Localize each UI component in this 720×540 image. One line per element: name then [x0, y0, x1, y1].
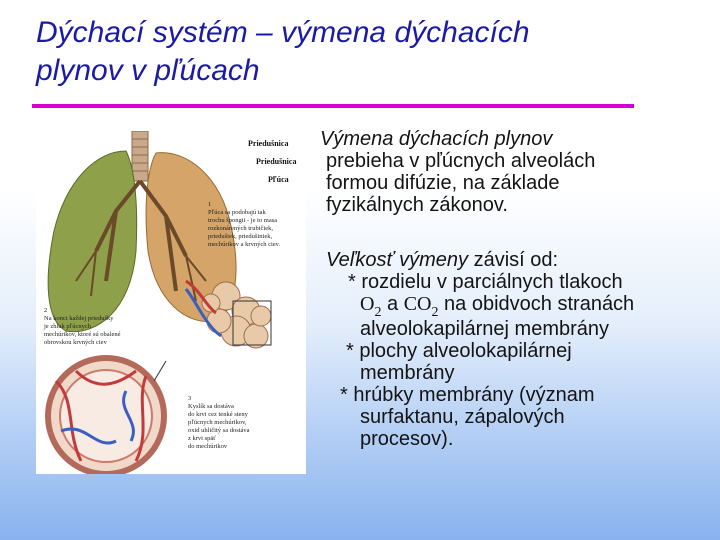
note-line: obrovskou krvných ciev — [44, 339, 107, 346]
bullet-partial-pressure-rest: na obidvoch stranách — [438, 293, 635, 315]
note-line: pľúcnych mechúrikov, — [188, 419, 247, 426]
note-line: mechúrikov a krvných ciev. — [208, 241, 281, 248]
figure-note-1 — [208, 201, 304, 249]
body-line: fyzikálnych zákonov. — [326, 194, 508, 216]
bullet-membrane-thickness: * hrúbky membrány (význam — [340, 384, 595, 406]
note-line: z krvi späť — [188, 435, 217, 442]
chem-and: a — [381, 293, 404, 315]
figure-label-trachea: Priedušnica — [248, 139, 289, 148]
note-2-number: 2 — [44, 307, 48, 314]
factors-heading — [318, 249, 698, 271]
slide-title — [36, 14, 676, 90]
note-line: Na konci každej priedušky — [44, 315, 114, 322]
body-line: Výmena dýchacích plynov — [320, 128, 553, 150]
body-text — [318, 128, 698, 450]
bullet-partial-pressure-membrane: alveolokapilárnej membrány — [360, 318, 610, 340]
note-1-number: 1 — [208, 201, 212, 208]
note-line: je zhluk pľúcnych — [44, 323, 92, 330]
title-line-2: plynov v pľúcach — [36, 54, 260, 87]
bullet-partial-pressure: * rozdielu v parciálnych tlakoch — [348, 271, 623, 293]
chem-oxygen: O — [360, 293, 375, 315]
factors-lead: Veľkosť výmeny — [326, 249, 469, 271]
body-line: prebieha v pľúcnych alveolách — [326, 150, 596, 172]
paragraph-factors — [318, 249, 698, 450]
bullet-partial-pressure-gases — [318, 293, 698, 318]
figure-note-3 — [188, 395, 288, 451]
chem-carbon-dioxide-subscript: 2 — [431, 305, 439, 320]
lung-illustration — [36, 131, 306, 474]
bullet-membrane-area-cont: membrány — [360, 362, 455, 384]
figure-note-2 — [44, 307, 154, 347]
note-line: do mechúrikov — [188, 443, 228, 450]
paragraph-diffusion — [318, 128, 698, 216]
note-line: mechúrikov, ktoré sú obalené — [44, 331, 121, 338]
bullet-membrane-thickness-end: procesov). — [360, 428, 454, 450]
note-line: oxid uhličitý sa dostáva — [188, 427, 250, 434]
title-line-1: Dýchací systém – výmena dýchacích — [36, 16, 530, 49]
chem-carbon-dioxide: CO — [403, 293, 432, 315]
note-line: Pľúca sa podobajú tak — [208, 209, 266, 216]
bullet-membrane-area: * plochy alveolokapilárnej — [346, 340, 572, 362]
chem-oxygen-subscript: 2 — [374, 305, 382, 320]
factors-rest: závisí od: — [468, 249, 559, 271]
note-line: trochu špongii - je to masa — [208, 217, 278, 224]
body-line: formou difúzie, na základe — [326, 172, 560, 194]
figure-label-bronchus: Priedušnica — [256, 157, 297, 166]
note-line: Kyslík sa dostáva — [188, 403, 234, 410]
note-line: priedušiek, priedušiniek, — [208, 233, 273, 240]
bullet-membrane-thickness-cont: surfaktanu, zápalových — [360, 406, 565, 428]
note-line: rozkonárených trubičiek, — [208, 225, 273, 232]
figure-label-lung: Pľúca — [268, 175, 289, 184]
title-underline — [32, 104, 634, 108]
note-line: do krvi cez tenké steny — [188, 411, 248, 418]
note-3-number: 3 — [188, 395, 192, 402]
